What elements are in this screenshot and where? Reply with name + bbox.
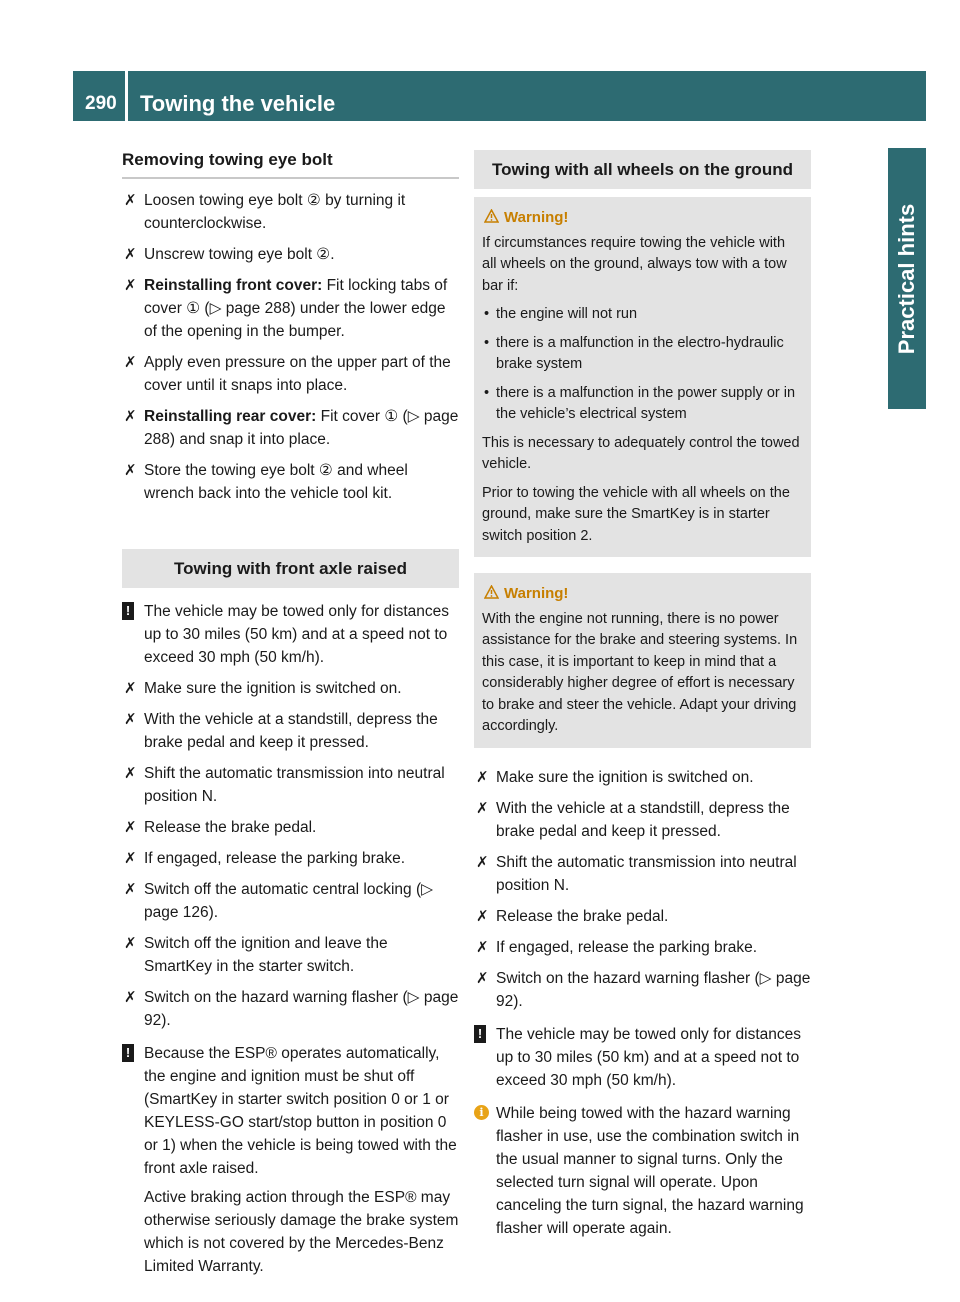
step-text: Switch off the ignition and leave the SmartKey in the starter switch. [144, 935, 388, 975]
step-arrow-icon: ✗ [124, 408, 137, 425]
exclamation-icon: ! [122, 602, 134, 620]
header-divider [125, 71, 128, 121]
step-arrow-icon: ✗ [124, 246, 137, 263]
step [122, 405, 459, 451]
right-column [474, 150, 811, 1248]
step-arrow-icon: ✗ [124, 462, 137, 479]
step-text: Switch on the hazard warning flasher (▷ page 92). [144, 989, 459, 1029]
step-text: Store the towing eye bolt ② and wheel wrench back into the vehicle tool kit. [144, 462, 408, 502]
note-text: The vehicle may be towed only for distances up to 30 miles (50 km) and at a speed not to exceed 30 mph (50 km/h). [496, 1025, 801, 1089]
step-arrow-icon: ✗ [476, 853, 489, 871]
step-arrow-icon: ✗ [476, 768, 489, 786]
step-arrow-icon: ✗ [124, 881, 137, 898]
exclamation-icon: ! [474, 1025, 486, 1043]
step [474, 797, 811, 843]
step [122, 762, 459, 808]
step-arrow-icon: ✗ [124, 819, 137, 836]
step-text: Unscrew towing eye bolt ②. [144, 246, 335, 263]
step [122, 847, 459, 870]
step-text: Fit locking tabs of cover ① (▷ page 288) under the lower edge of the opening in the bumper. [144, 277, 448, 340]
step-arrow-icon: ✗ [124, 850, 137, 867]
note-text: Active braking action through the ESP® may otherwise seriously damage the brake system which is not covered by the Mercedes-Benz Limited Warranty. [144, 1189, 459, 1275]
warning-text: With the engine not running, there is no power assistance for the brake and steering systems. In this case, it is important to keep in mind that a considerably higher degree of effort is necessary to brake and steer the vehicle. Adapt your driving accordingly. [482, 610, 798, 734]
warning-text: Prior to towing the vehicle with all wheels on the ground, make sure the SmartKey is in starter switch position 2. [482, 484, 790, 544]
left-column [122, 150, 459, 1286]
step-text: If engaged, release the parking brake. [144, 850, 406, 867]
step-text: Loosen towing eye bolt ② by turning it counterclockwise. [144, 192, 406, 232]
step-arrow-icon: ✗ [124, 989, 137, 1006]
step-text: Shift the automatic transmission into neutral position N. [496, 853, 797, 894]
step [122, 878, 459, 924]
warning-heading [482, 207, 803, 229]
step-arrow-icon: ✗ [124, 354, 137, 371]
warning-label: Warning! [504, 209, 569, 226]
step [474, 766, 811, 789]
section-title-removing: Removing towing eye bolt [122, 150, 459, 179]
bullet-item: • there is a malfunction in the electro-hydraulic brake system [482, 333, 803, 376]
warning-text: If circumstances require towing the vehicle with all wheels on the ground, always tow with a tow bar if: [482, 234, 787, 294]
step-arrow-icon: ✗ [124, 277, 137, 294]
step-text: Shift the automatic transmission into neutral position N. [144, 765, 445, 805]
caution-note [122, 1042, 459, 1278]
step-text: Make sure the ignition is switched on. [144, 680, 402, 697]
step-text: Make sure the ignition is switched on. [496, 768, 754, 786]
step-text: Switch off the automatic central locking (▷ page 126). [144, 881, 434, 921]
step-text: With the vehicle at a standstill, depress the brake pedal and keep it pressed. [496, 799, 790, 840]
section-title-all-wheels: Towing with all wheels on the ground [474, 150, 811, 189]
note-text: While being towed with the hazard warning flasher in use, use the combination switch in the usual manner to signal turns. Only the selected turn signal will operate. Upon canceling the turn signal, the hazard warning flasher will operate again. [496, 1104, 804, 1237]
step [122, 459, 459, 505]
step-text: Fit cover ① (▷ page 288) and snap it into place. [144, 408, 459, 448]
step-arrow-icon: ✗ [476, 907, 489, 925]
step [122, 351, 459, 397]
step-text: Release the brake pedal. [496, 907, 669, 925]
caution-note [474, 1023, 811, 1092]
step-arrow-icon: ✗ [124, 711, 137, 728]
bullet-item: • the engine will not run [482, 304, 803, 326]
bullet-item: • there is a malfunction in the power supply or in the vehicle’s electrical system [482, 383, 803, 426]
step-bold: Reinstalling front cover: [144, 277, 323, 294]
caution-note [122, 600, 459, 669]
warning-heading [482, 583, 803, 605]
spacer [122, 513, 459, 549]
page-number: 290 [85, 93, 117, 114]
step-arrow-icon: ✗ [124, 192, 137, 209]
step [474, 905, 811, 928]
step [122, 932, 459, 978]
warning-text: This is necessary to adequately control the towed vehicle. [482, 434, 800, 472]
step [122, 189, 459, 235]
step [122, 274, 459, 343]
side-tab-label-wrap [888, 148, 926, 409]
page-title: Towing the vehicle [140, 91, 336, 116]
step-arrow-icon: ✗ [476, 969, 489, 987]
side-tab-label: Practical hints [894, 203, 920, 354]
step-text: If engaged, release the parking brake. [496, 938, 758, 956]
step-arrow-icon: ✗ [124, 765, 137, 782]
warning-triangle-icon [484, 209, 499, 223]
note-text: Because the ESP® operates automatically, the engine and ignition must be shut off (SmartKey in starter switch position 0 or 1 or KEYLESS-GO start/stop button in position 0 or 1) when the vehicle is being towed with the front axle raised. [144, 1045, 457, 1177]
step [122, 986, 459, 1032]
step [122, 677, 459, 700]
step [122, 816, 459, 839]
step [474, 967, 811, 1013]
page-header [73, 71, 888, 121]
step-text: Switch on the hazard warning flasher (▷ page 92). [496, 969, 811, 1010]
note-text: The vehicle may be towed only for distances up to 30 miles (50 km) and at a speed not to exceed 30 mph (50 km/h). [144, 603, 449, 666]
step [474, 936, 811, 959]
side-tab-top [888, 71, 926, 121]
step [122, 708, 459, 754]
section-title-front-axle: Towing with front axle raised [122, 549, 459, 588]
info-icon: i [474, 1105, 489, 1120]
warning-box [474, 573, 811, 748]
step [122, 243, 459, 266]
step-arrow-icon: ✗ [476, 799, 489, 817]
step-text: Release the brake pedal. [144, 819, 317, 836]
step-text: With the vehicle at a standstill, depress the brake pedal and keep it pressed. [144, 711, 438, 751]
step-arrow-icon: ✗ [124, 935, 137, 952]
warning-label: Warning! [504, 585, 569, 602]
info-note [474, 1102, 811, 1240]
step [474, 851, 811, 897]
warning-triangle-icon [484, 585, 499, 599]
step-text: Apply even pressure on the upper part of the cover until it snaps into place. [144, 354, 451, 394]
step-arrow-icon: ✗ [476, 938, 489, 956]
exclamation-icon: ! [122, 1044, 134, 1062]
step-bold: Reinstalling rear cover: [144, 408, 317, 425]
step-arrow-icon: ✗ [124, 680, 137, 697]
warning-box [474, 197, 811, 557]
